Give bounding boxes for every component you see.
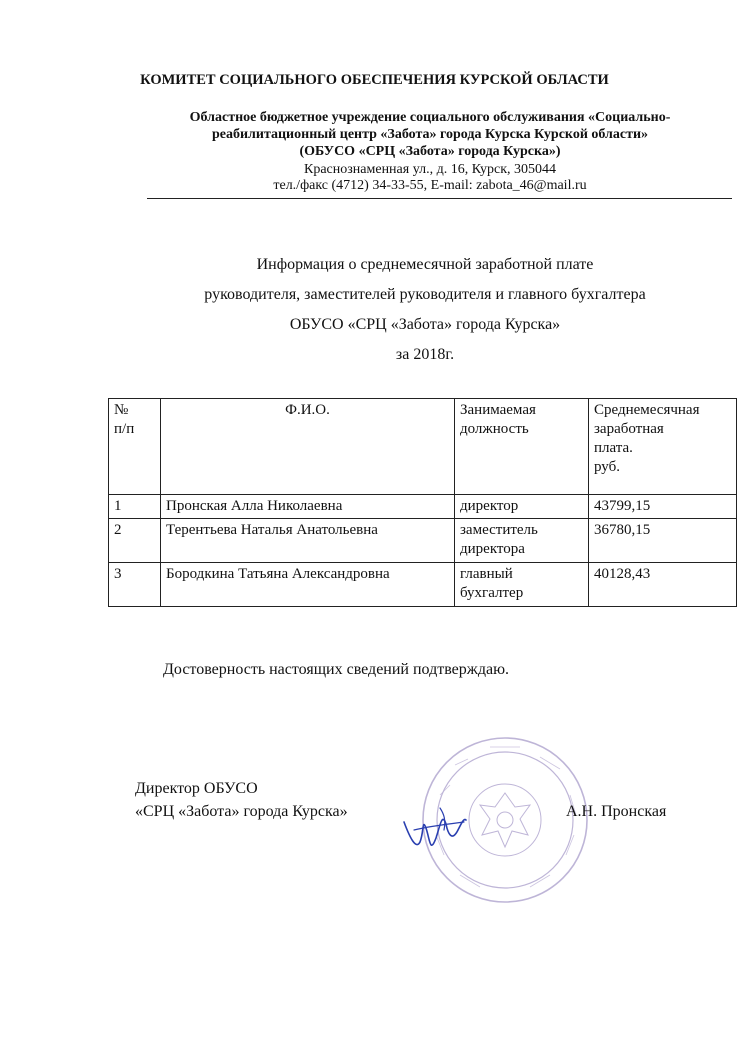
header-position <box>455 399 589 495</box>
salary-table <box>108 398 737 607</box>
header-divider <box>147 198 732 199</box>
row-position-line2: бухгалтер <box>460 585 524 601</box>
table-row <box>109 495 737 519</box>
header-salary-line2: заработная <box>594 421 664 437</box>
table-row <box>109 563 737 607</box>
header-salary <box>589 399 737 495</box>
institution-name-line2: реабилитационный центр «Забота» города Курска Курской области» <box>211 127 649 142</box>
signatory-name: А.Н. Пронская <box>566 803 667 820</box>
header-position-line2: должность <box>460 421 529 437</box>
row-position <box>455 495 589 519</box>
document-title-line2: руководителя, заместителей руководителя и главного бухгалтера <box>204 286 646 303</box>
header-number <box>109 399 161 495</box>
header-salary-line3: плата. <box>594 440 633 456</box>
header-position-line1: Занимаемая <box>460 402 536 418</box>
table-row <box>109 519 737 563</box>
row-name: Пронская Алла Николаевна <box>161 495 455 519</box>
document-title-line3: ОБУСО «СРЦ «Забота» города Курска» <box>289 316 561 333</box>
header-fio: Ф.И.О. <box>161 399 455 495</box>
row-position-line1: заместитель <box>460 522 538 538</box>
header-number-line2: п/п <box>114 421 135 437</box>
row-salary: 40128,43 <box>589 563 737 607</box>
signatory-position-line1: Директор ОБУСО <box>135 780 258 797</box>
row-salary: 36780,15 <box>589 519 737 563</box>
row-number: 2 <box>109 519 161 563</box>
signatory-position-line2: «СРЦ «Забота» города Курска» <box>135 803 348 820</box>
row-position-line2: директора <box>460 541 525 557</box>
row-position-line1: директор <box>460 498 519 514</box>
row-number: 3 <box>109 563 161 607</box>
committee-title: КОМИТЕТ СОЦИАЛЬНОГО ОБЕСПЕЧЕНИЯ КУРСКОЙ ОБЛАСТИ <box>140 72 609 88</box>
handwritten-signature <box>400 800 470 860</box>
row-name: Терентьева Наталья Анатольевна <box>161 519 455 563</box>
header-salary-line4: руб. <box>594 459 620 475</box>
row-position-line1: главный <box>460 566 513 582</box>
row-position <box>455 519 589 563</box>
table-header-row <box>109 399 737 495</box>
institution-contacts: тел./факс (4712) 34-33-55, E-mail: zabota_46@mail.ru <box>273 178 587 193</box>
row-salary: 43799,15 <box>589 495 737 519</box>
row-name: Бородкина Татьяна Александровна <box>161 563 455 607</box>
row-number: 1 <box>109 495 161 519</box>
institution-name-line1: Областное бюджетное учреждение социального обслуживания «Социально- <box>189 110 671 125</box>
header-salary-line1: Среднемесячная <box>594 402 700 418</box>
document-title-year: за 2018г. <box>395 346 455 363</box>
row-position <box>455 563 589 607</box>
header-number-line1: № <box>114 402 129 418</box>
confirmation-statement: Достоверность настоящих сведений подтверждаю. <box>163 661 510 678</box>
institution-short-name: (ОБУСО «СРЦ «Забота» города Курска») <box>299 144 561 159</box>
institution-address: Краснознаменная ул., д. 16, Курск, 305044 <box>304 162 556 177</box>
document-title-line1: Информация о среднемесячной заработной плате <box>256 256 594 273</box>
